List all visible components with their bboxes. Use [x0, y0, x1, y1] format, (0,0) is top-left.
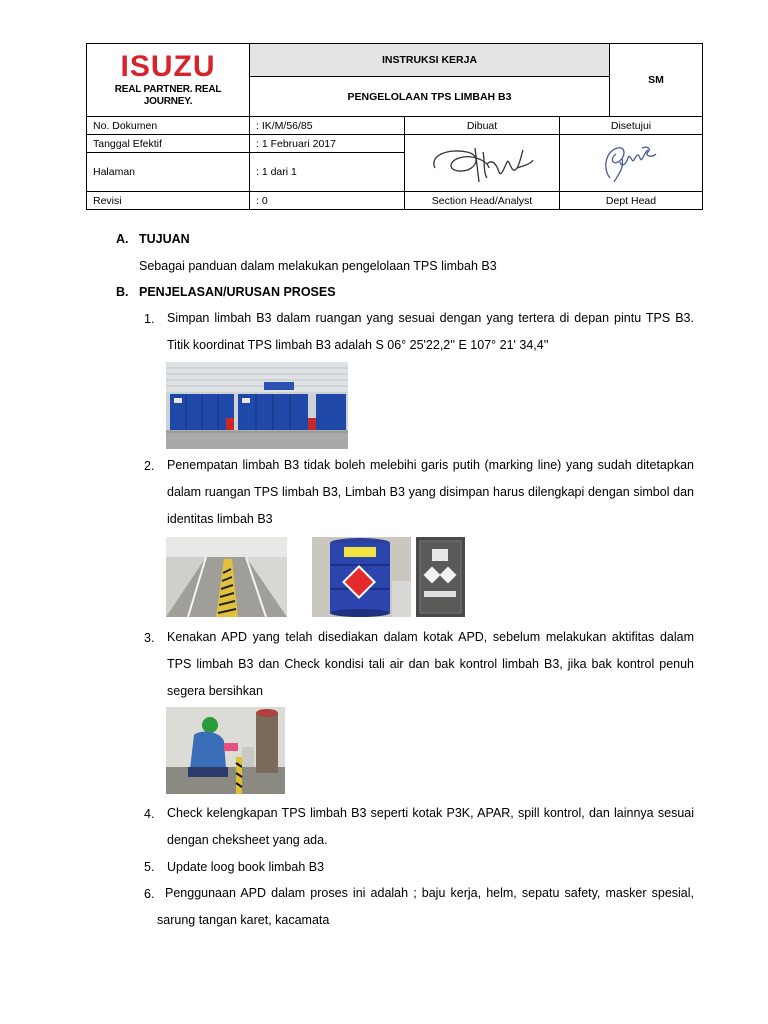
- value-tanggal-efektif: : 1 Februari 2017: [250, 135, 405, 153]
- marking-line-photo: [166, 537, 287, 617]
- step-4-number: 4.: [144, 807, 155, 821]
- signature-icon: [427, 138, 537, 188]
- signature-icon: [596, 138, 666, 188]
- section-b-letter: B.: [116, 285, 129, 299]
- label-dibuat: Dibuat: [405, 117, 560, 135]
- label-halaman: Halaman: [87, 153, 250, 192]
- step-6-text: Penggunaan APD dalam proses ini adalah ; baju kerja, helm, sepatu safety, masker spesial, sarung tangan karet, kacamata: [157, 886, 694, 927]
- waste-label-photo: [416, 537, 465, 617]
- label-tanggal-efektif: Tanggal Efektif: [87, 135, 250, 153]
- step-2-number: 2.: [144, 459, 155, 473]
- waste-drum-photo: [312, 537, 411, 617]
- document-title: PENGELOLAAN TPS LIMBAH B3: [250, 77, 610, 117]
- label-disetujui: Disetujui: [560, 117, 703, 135]
- role-disetujui: Dept Head: [560, 192, 703, 210]
- step-1-number: 1.: [144, 312, 155, 326]
- value-revisi: : 0: [250, 192, 405, 210]
- label-no-dokumen: No. Dokumen: [87, 117, 250, 135]
- apd-worker-photo: [166, 707, 285, 794]
- label-revisi: Revisi: [87, 192, 250, 210]
- document-type: INSTRUKSI KERJA: [250, 44, 610, 77]
- step-2-text: Penempatan limbah B3 tidak boleh melebihi garis putih (marking line) yang sudah ditetapkan dalam ruangan TPS limbah B3, Limbah B3 yang disimpan harus dilengkapi dengan simbol dan identitas limbah B3: [167, 458, 694, 526]
- section-a-title: TUJUAN: [139, 232, 190, 246]
- value-halaman: : 1 dari 1: [250, 153, 405, 192]
- role-dibuat: Section Head/Analyst: [405, 192, 560, 210]
- section-b-title: PENJELASAN/URUSAN PROSES: [139, 285, 336, 299]
- step-5-text: Update loog book limbah B3: [167, 860, 325, 874]
- section-a-text: Sebagai panduan dalam melakukan pengelolaan TPS limbah B3: [139, 259, 497, 273]
- logo-cell: [87, 44, 250, 117]
- value-no-dokumen: : IK/M/56/85: [250, 117, 405, 135]
- tps-building-photo: [166, 362, 348, 449]
- step-3-number: 3.: [144, 631, 155, 645]
- step-3-text: Kenakan APD yang telah disediakan dalam kotak APD, sebelum melakukan aktifitas dalam TPS limbah B3 dan Check kondisi tali air dan bak kontrol limbah B3, jika bak kontrol penuh segera bersihkan: [167, 630, 694, 698]
- department-code: SM: [610, 44, 703, 117]
- section-a-letter: A.: [116, 232, 129, 246]
- signature-dibuat: [405, 135, 560, 192]
- signature-disetujui: [560, 135, 703, 192]
- isuzu-logo: ISUZU: [120, 50, 216, 83]
- step-6-number: 6.: [144, 887, 155, 901]
- step-5-number: 5.: [144, 860, 155, 874]
- step-4-text: Check kelengkapan TPS limbah B3 seperti kotak P3K, APAR, spill kontrol, dan lainnya sesuai dengan cheksheet yang ada.: [167, 806, 694, 847]
- document-header: [86, 43, 702, 209]
- logo-tagline: REAL PARTNER. REAL JOURNEY.: [114, 84, 222, 107]
- step-1-text: Simpan limbah B3 dalam ruangan yang sesuai dengan yang tertera di depan pintu TPS B3. Titik koordinat TPS limbah B3 adalah S 06° 25'22,2'' E 107° 21' 34,4'': [167, 311, 694, 352]
